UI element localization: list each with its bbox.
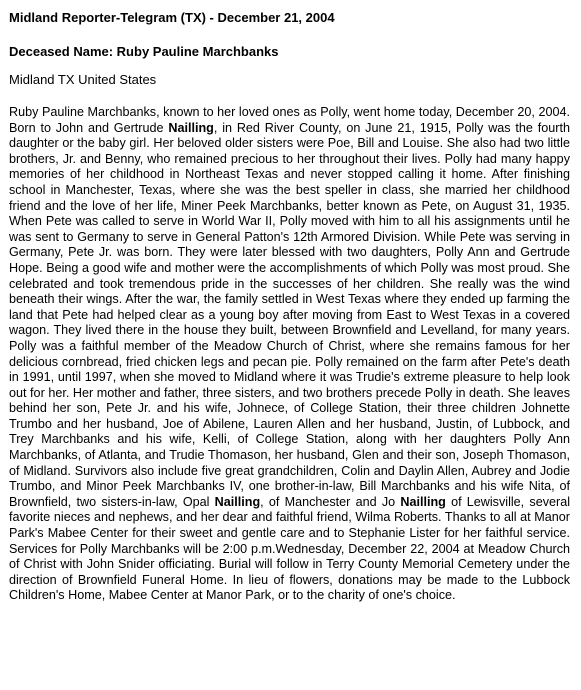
obituary-text xyxy=(9,105,570,604)
newspaper-headline: Midland Reporter-Telegram (TX) - December 21, 2004 xyxy=(9,10,335,25)
highlighted-surname: Nailling xyxy=(400,494,446,509)
obituary-segment: , in Red River County, on June 21, 1915, Polly was the fourth daughter or the baby girl. Her beloved older sisters were Poe, Bill and Louise. She also had two little brothers, Jr. and Benny, who remained precious to her throughout their lives. Polly had many happy memories of her childhood in Northeast Texas and never stopped calling it home. After finishing school in Manchester, Texas, where she was the best speller in class, she married her childhood friend and the love of her life, Miner Peek Marchbanks, better known as Pete, on August 31, 1935. When Pete was called to serve in World War II, Polly moved with him to all his assignments until he was sent to Germany to serve in General Patton's 12th Armored Division. While Pete was serving in Germany, Pete Jr. was born. They were later blessed with two daughters, Polly Ann and Gertrude Hope. Being a good wife and mother were the accomplishments of which Polly was most proud. She celebrated and took tremendous pride in the successes of her children. She really was the wind beneath their wings. After the war, the family settled in West Texas where they ended up farming the land that Pete had helped clear as a young boy after moving from East to West Texas in a covered wagon. They lived there in the house they built, between Brownfield and Levelland, for many years. Polly was a faithful member of the Meadow Church of Christ, where she remains famous for her delicious cornbread, fried chicken legs and pecan pie. Polly remained on the farm after Pete's death in 1991, until 1997, when she moved to Midland where it was Trudie's extreme pleasure to help look out for her. Her mother and father, three sisters, and two brothers precede Polly in death. She leaves behind her son, Pete Jr. and his wife, Johnece, of College Station, their three children Johnette Trumbo and her husband, Joe of Abilene, Lauren Allen and her husband, Justin, of Lubbock, and Trey Marchbanks and his wife, Kelli, of College Station, along with her daughters Polly Ann Marchbanks, of Atlanta, and Trudie Thomason, her husband, Glen and their son, Joseph Thomason, of Midland. Survivors also include five great grandchildren, Colin and Daylin Allen, Aubrey and Jodie Trumbo, and Minor Peek Marchbanks IV, one brother-in-law, Bill Marchbanks and his wife Nita, of Brownfield, two sisters-in-law, Opal xyxy=(9,120,570,509)
obituary-segment: , of Manchester and Jo xyxy=(260,494,401,509)
highlighted-surname: Nailling xyxy=(214,494,261,509)
obituary-segment: Ruby Pauline Marchbanks, known to her loved ones as Polly, went home today, December 20, 2004. Born to John and Gertrude xyxy=(9,105,570,135)
location: Midland TX United States xyxy=(9,72,157,87)
deceased-name: Deceased Name: Ruby Pauline Marchbanks xyxy=(9,44,279,59)
obituary-segment: of Lewisville, several favorite nieces and nephews, and her dear and faithful friend, Wilma Roberts. Thanks to all at Manor Park's Mabee Center for their sweet and gentle care and to Stephanie Lister for her faithful service. Services for Polly Marchbanks will be 2:00 p.m.Wednesday, December 22, 2004 at Meadow Church of Christ with John Snider officiating. Burial will follow in Terry County Memorial Cemetery under the direction of Brownfield Funeral Home. In lieu of flowers, donations may be made to the Lubbock Children's Home, Mabee Center at Manor Park, or to the charity of one's choice. xyxy=(9,494,570,603)
highlighted-surname: Nailling xyxy=(168,120,214,135)
